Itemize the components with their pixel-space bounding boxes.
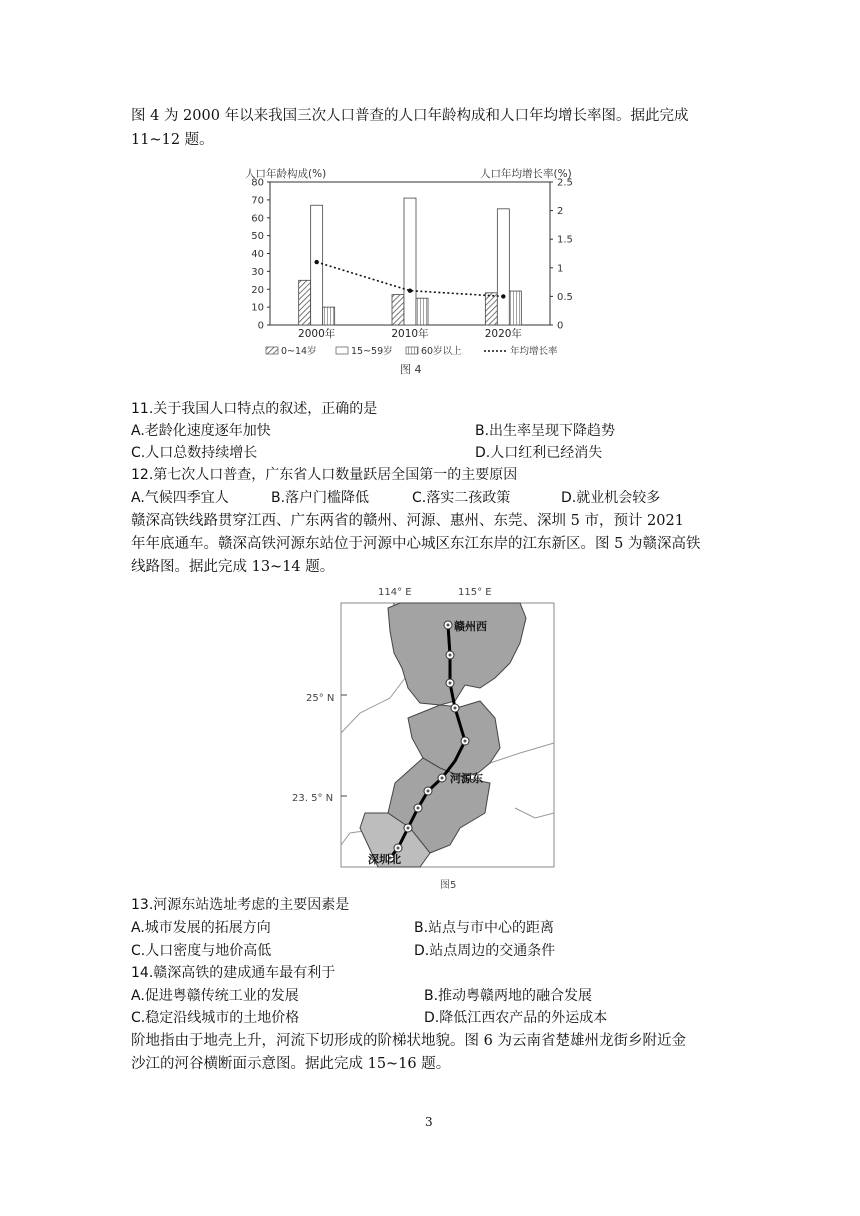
left-axis-label: 人口年龄构成(%) xyxy=(245,168,327,180)
legend-label-growth-rate: 年均增长率 xyxy=(510,346,558,357)
left-tick-label: 50 xyxy=(251,231,264,243)
q11-option-a: A.老龄化速度逐年加快 xyxy=(131,423,271,439)
growth-rate-point xyxy=(408,288,412,292)
right-tick-label: 2 xyxy=(557,206,564,218)
bar-age-15-59 xyxy=(311,205,323,325)
q14-option-b: B.推动粤赣两地的融合发展 xyxy=(424,988,593,1004)
q11-option-d: D.人口红利已经消失 xyxy=(475,445,603,461)
bar-age-60-plus xyxy=(509,291,521,325)
q14-option-d: D.降低江西农产品的外运成本 xyxy=(424,1010,608,1026)
x-tick-label: 2000年 xyxy=(298,328,336,340)
right-tick-label: 0 xyxy=(557,320,564,332)
q14-option-c: C.稳定沿线城市的土地价格 xyxy=(131,1010,300,1026)
station-marker-dot xyxy=(449,682,452,685)
legend-swatch-60-plus xyxy=(406,347,418,354)
intro-1-line-2: 11~12 题。 xyxy=(131,132,214,148)
lon-label-114: 114° E xyxy=(378,587,412,598)
left-tick-label: 70 xyxy=(251,195,264,207)
q11-stem: 11.关于我国人口特点的叙述，正确的是 xyxy=(131,401,378,417)
intro-1-line-1: 图 4 为 2000 年以来我国三次人口普查的人口年龄构成和人口年均增长率图。据此完成 xyxy=(131,108,689,124)
station-label-ganzhou-west: 赣州西 xyxy=(454,620,487,633)
growth-rate-point xyxy=(501,294,505,298)
q14-option-a: A.促进粤赣传统工业的发展 xyxy=(131,988,299,1004)
station-label-shenzhen-north: 深圳北 xyxy=(368,853,401,866)
legend-swatch-0-14 xyxy=(266,347,278,354)
station-marker-dot xyxy=(407,827,410,830)
x-tick-label: 2020年 xyxy=(484,328,522,340)
right-tick-label: 0.5 xyxy=(557,291,573,303)
figure-4-caption: 图 4 xyxy=(400,363,422,376)
station-marker-dot xyxy=(427,790,430,793)
intro-2-line-2: 年年底通车。赣深高铁河源东站位于河源中心城区东江东岸的江东新区。图 5 为赣深高铁 xyxy=(131,536,701,552)
bar-age-15-59 xyxy=(497,209,509,325)
bar-age-60-plus xyxy=(323,307,335,325)
legend-swatch-15-59 xyxy=(336,347,348,354)
population-chart xyxy=(240,160,620,380)
right-tick-label: 1 xyxy=(557,263,564,275)
intro-3-line-1: 阶地指由于地壳上升，河流下切形成的阶梯状地貌。图 6 为云南省楚雄州龙街乡附近金 xyxy=(131,1033,686,1049)
figure-5-caption: 图5 xyxy=(440,880,457,891)
q11-option-c: C.人口总数持续增长 xyxy=(131,445,258,461)
q13-option-d: D.站点周边的交通条件 xyxy=(414,943,556,959)
x-tick-label: 2010年 xyxy=(391,328,429,340)
q12-option-d: D.就业机会较多 xyxy=(561,490,661,506)
station-marker-dot xyxy=(417,807,420,810)
legend-label-15-59: 15~59岁 xyxy=(351,346,393,357)
station-marker-dot xyxy=(449,654,452,657)
lon-label-115: 115° E xyxy=(458,587,492,598)
q13-stem: 13.河源东站选址考虑的主要因素是 xyxy=(131,897,350,913)
bar-age-60-plus xyxy=(416,298,428,325)
growth-rate-point xyxy=(314,260,318,264)
q14-stem: 14.赣深高铁的建成通车最有利于 xyxy=(131,965,336,981)
right-axis-label: 人口年均增长率(%) xyxy=(480,168,572,180)
legend-label-0-14: 0~14岁 xyxy=(281,346,317,357)
right-tick-label: 1.5 xyxy=(557,234,573,246)
q11-option-b: B.出生率呈现下降趋势 xyxy=(475,423,616,439)
lat-label-25: 25° N xyxy=(306,693,335,704)
chart-legend xyxy=(266,345,558,357)
station-marker-dot xyxy=(441,777,444,780)
station-label-heyuan-east: 河源东 xyxy=(450,772,483,785)
station-marker-dot xyxy=(464,740,467,743)
left-tick-label: 40 xyxy=(251,249,264,260)
left-tick-label: 60 xyxy=(251,213,264,225)
q12-stem: 12.第七次人口普查，广东省人口数量跃居全国第一的主要原因 xyxy=(131,467,518,483)
station-marker-dot xyxy=(454,707,457,710)
q13-option-b: B.站点与市中心的距离 xyxy=(414,920,555,936)
bar-age-15-59 xyxy=(404,198,416,325)
q12-option-a: A.气候四季宜人 xyxy=(131,490,229,506)
lat-label-23-5: 23. 5° N xyxy=(292,793,334,804)
station-marker-dot xyxy=(447,624,450,627)
bar-age-0-14 xyxy=(299,280,311,325)
left-tick-label: 30 xyxy=(251,266,264,278)
railway-map xyxy=(290,583,580,893)
left-tick-label: 10 xyxy=(251,302,264,314)
intro-3-line-2: 沙江的河谷横断面示意图。据此完成 15~16 题。 xyxy=(131,1056,451,1072)
left-tick-label: 80 xyxy=(251,177,264,189)
page-number: 3 xyxy=(425,1115,433,1129)
intro-2-line-3: 线路图。据此完成 13~14 题。 xyxy=(131,559,335,575)
right-tick-label: 2.5 xyxy=(557,177,573,189)
q13-option-a: A.城市发展的拓展方向 xyxy=(131,920,271,936)
legend-label-60-plus: 60岁以上 xyxy=(421,346,462,357)
q12-option-b: B.落户门槛降低 xyxy=(271,490,370,506)
q13-option-c: C.人口密度与地价高低 xyxy=(131,943,272,959)
left-tick-label: 0 xyxy=(257,320,264,332)
q12-option-c: C.落实二孩政策 xyxy=(412,490,511,506)
intro-2-line-1: 赣深高铁线路贯穿江西、广东两省的赣州、河源、惠州、东莞、深圳 5 市，预计 2021 xyxy=(131,513,684,529)
bar-age-0-14 xyxy=(392,295,404,325)
bar-age-0-14 xyxy=(485,293,497,325)
station-marker-dot xyxy=(397,847,400,850)
left-tick-label: 20 xyxy=(251,284,264,296)
